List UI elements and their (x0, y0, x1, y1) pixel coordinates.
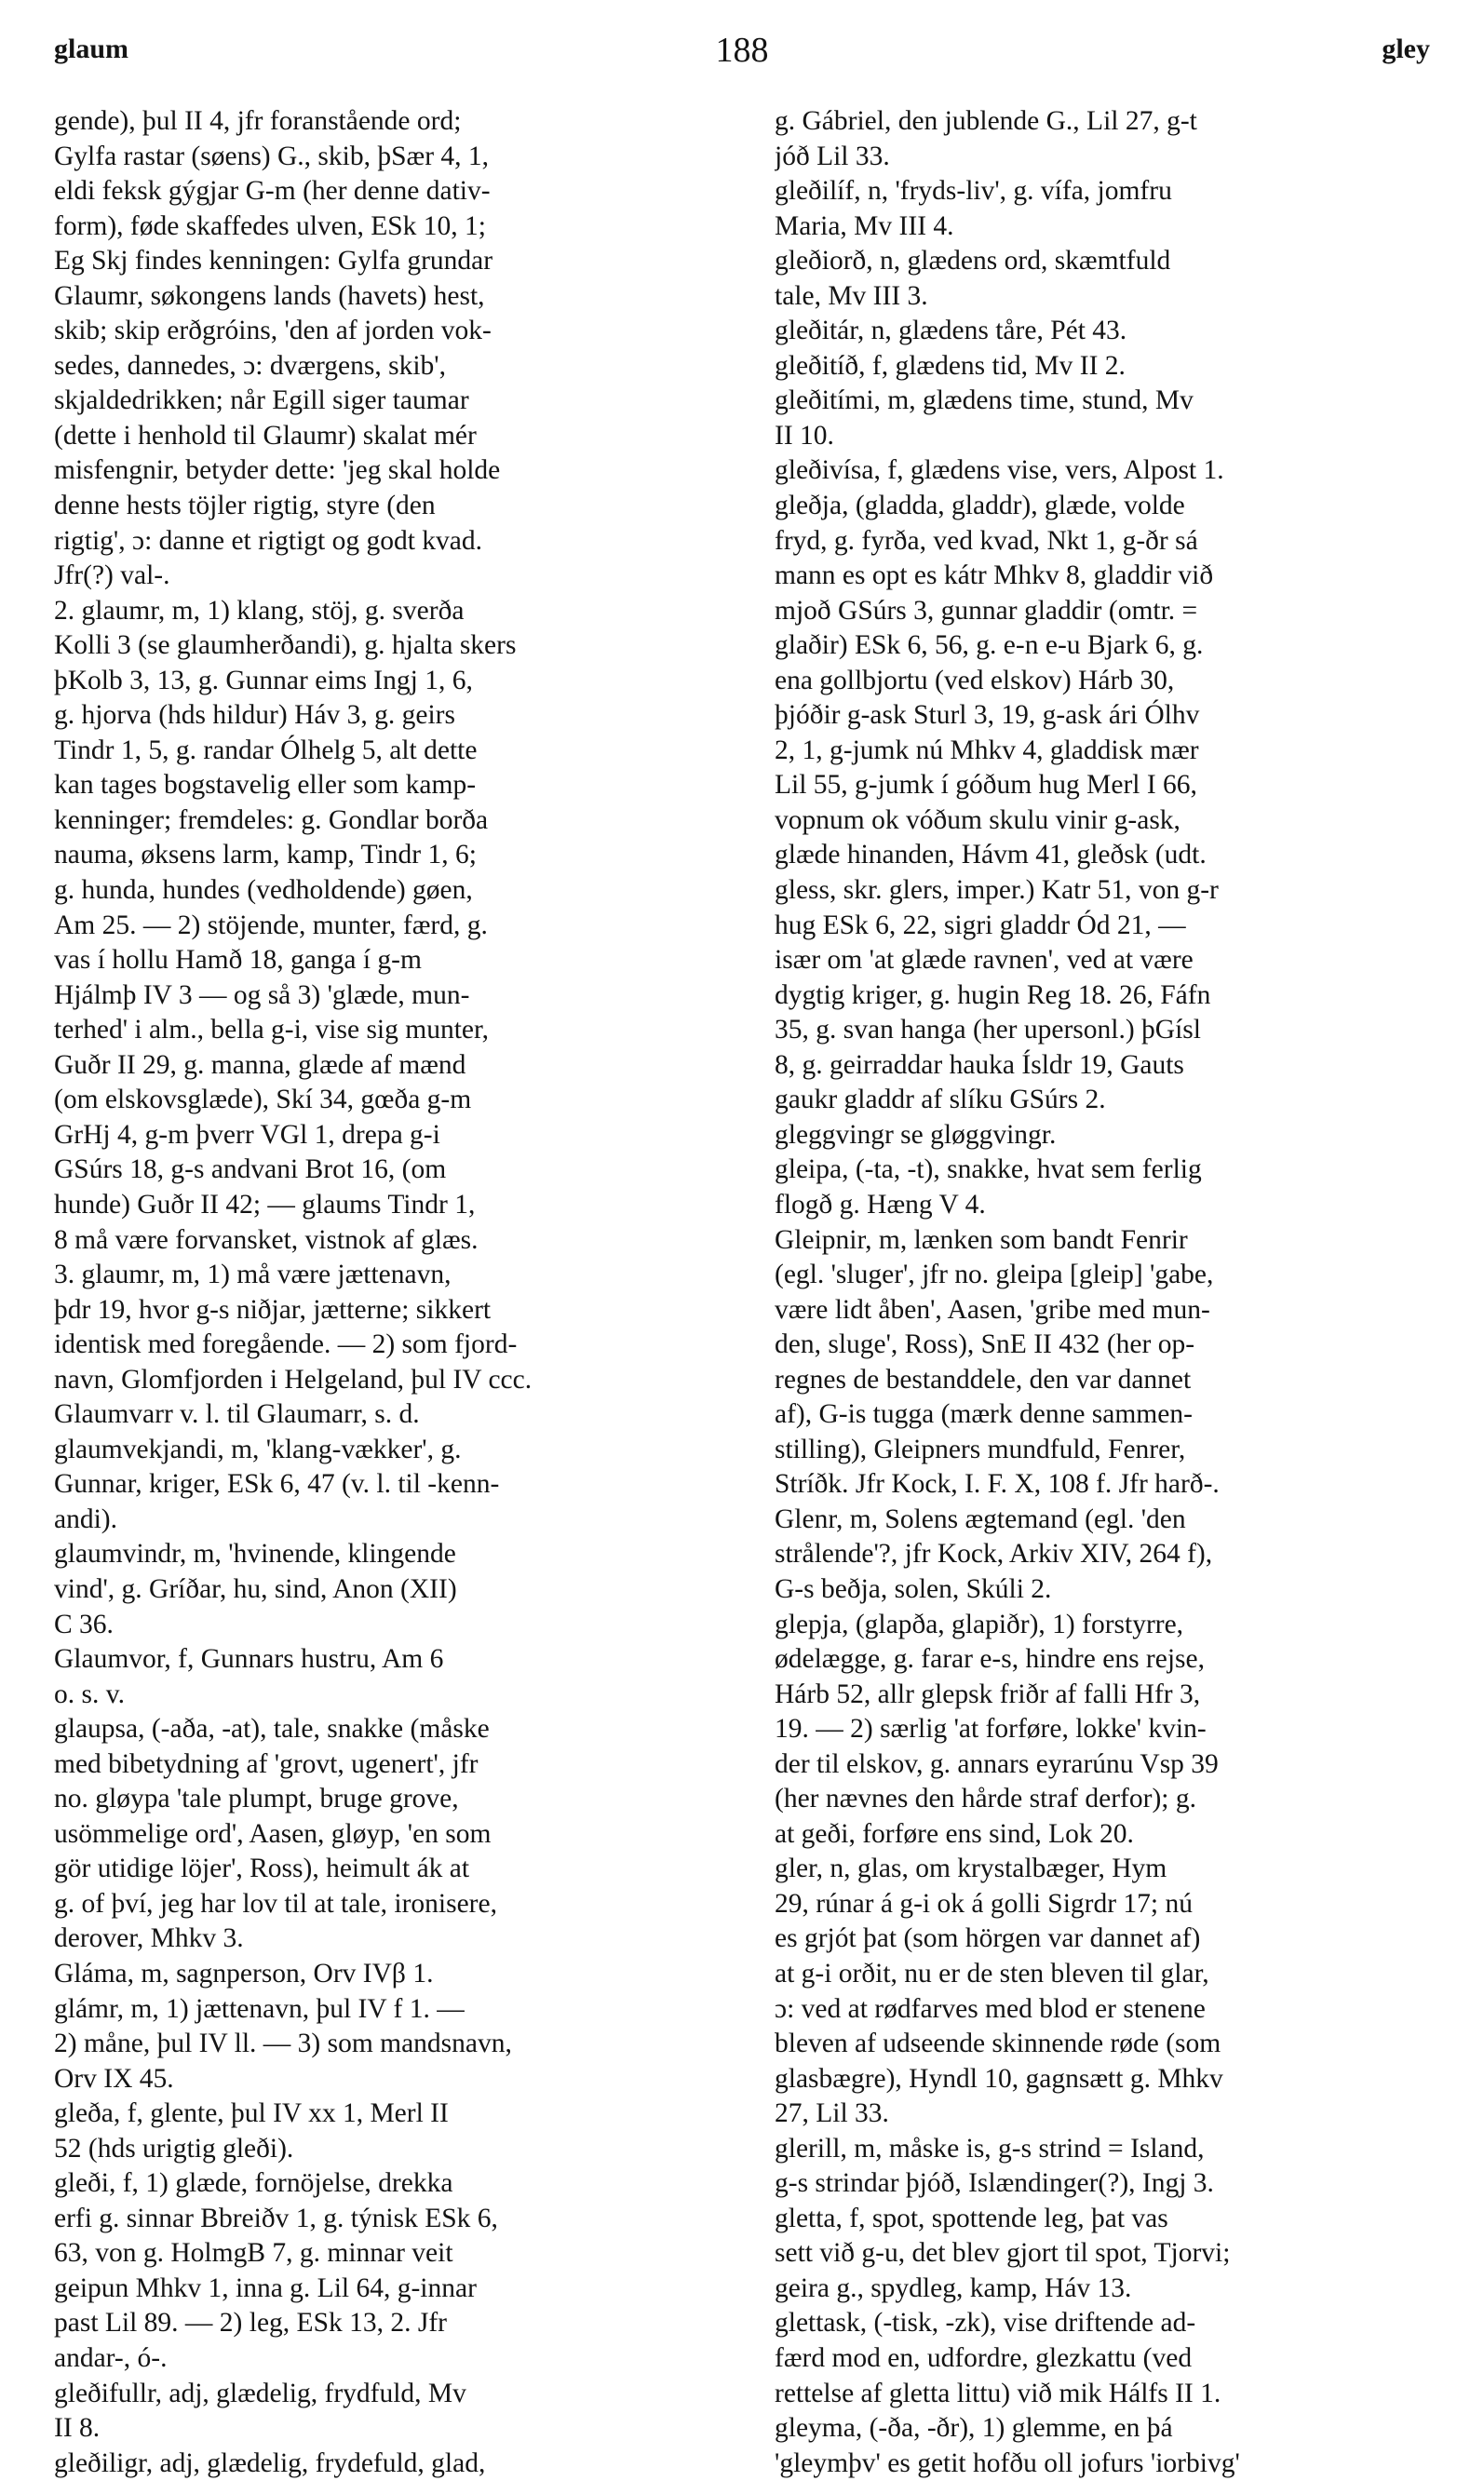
text-line: være lidt åben', Aasen, 'gribe med mun- (775, 1294, 1210, 1325)
text-line: andar-, ó-. (54, 2343, 168, 2373)
text-line: rigtig', ɔ: danne et rigtigt og godt kvad. (54, 525, 483, 556)
text-line: o. s. v. (54, 1679, 125, 1709)
text-line: flogð g. Hæng V 4. (775, 1189, 986, 1220)
text-line: C 36. (54, 1609, 114, 1639)
text-line: Jfr(?) val-. (54, 560, 170, 591)
text-line: þjóðir g-ask Sturl 3, 19, g-ask ári Ólhv (775, 700, 1200, 731)
text-line: gende), þul II 4, jfr foranstående ord; (54, 106, 462, 136)
text-line: bleven af udseende skinnende røde (som (775, 2029, 1221, 2059)
text-line: glaumvindr, m, 'hvinende, klingende (54, 1539, 456, 1570)
text-line: denne hests töjler rigtig, styre (den (54, 491, 436, 521)
text-line: hug ESk 6, 22, sigri gladdr Ód 21, — (775, 910, 1186, 940)
left-running-headword: glaum (54, 34, 129, 64)
text-line: Glaumvarr v. l. til Glaumarr, s. d. (54, 1399, 420, 1430)
text-line: 35, g. svan hanga (her upersonl.) þGísl (775, 1015, 1201, 1045)
text-line: glettask, (-tisk, -zk), vise driftende ad- (775, 2308, 1196, 2339)
text-line: 2) måne, þul IV ll. — 3) som mandsnavn, (54, 2029, 512, 2059)
text-line: gleðitíð, f, glædens tid, Mv II 2. (775, 350, 1126, 381)
text-line: gleði, f, 1) glæde, fornöjelse, drekka (54, 2168, 453, 2199)
text-line: gless, skr. glers, imper.) Katr 51, von g-r (775, 875, 1219, 906)
text-line: med bibetydning af 'grovt, ugenert', jfr (54, 1748, 479, 1779)
text-line: Gunnar, kriger, ESk 6, 47 (v. l. til -kenn- (54, 1469, 500, 1500)
text-line: 8, g. geirraddar hauka Ísldr 19, Gauts (775, 1049, 1184, 1080)
text-line: Tindr 1, 5, g. randar Ólhelg 5, alt dette (54, 735, 478, 765)
text-line: G-s beðja, solen, Skúli 2. (775, 1573, 1052, 1604)
text-line: gleðifullr, adj, glædelig, frydfuld, Mv (54, 2378, 466, 2408)
text-line: at g-i orðit, nu er de sten bleven til glar, (775, 1958, 1209, 1989)
text-line: II 8. (54, 2413, 101, 2444)
text-line: þdr 19, hvor g-s niðjar, jætterne; sikkert (54, 1294, 492, 1325)
text-line: gleðitár, n, glædens tåre, Pét 43. (775, 316, 1127, 346)
text-line: Maria, Mv III 4. (775, 210, 954, 241)
text-line: (egl. 'sluger', jfr no. gleipa [gleip] 'gabe, (775, 1260, 1214, 1290)
text-line: g. of því, jeg har lov til at tale, ironisere, (54, 1888, 497, 1919)
text-line: g. hunda, hundes (vedholdende) gøen, (54, 875, 473, 906)
text-line: dygtig kriger, g. hugin Reg 18. 26, Fáfn (775, 979, 1211, 1010)
text-line: gör utidige löjer', Ross), heimult ák at (54, 1854, 470, 1884)
text-line: tale, Mv III 3. (775, 280, 928, 311)
text-line: glæde hinanden, Hávm 41, gleðsk (udt. (775, 840, 1207, 870)
text-line: glámr, m, 1) jættenavn, þul IV f 1. — (54, 1993, 465, 2024)
text-line: gleyma, (-ða, -ðr), 1) glemme, en þá (775, 2413, 1173, 2444)
text-line: 27, Lil 33. (775, 2098, 889, 2129)
text-line: Hárb 52, allr glepsk friðr af falli Hfr 3, (775, 1679, 1201, 1709)
text-line: gleðiligr, adj, glædelig, frydefuld, glad, (54, 2447, 486, 2478)
text-line: andi). (54, 1503, 117, 1534)
text-line: Kolli 3 (se glaumherðandi), g. hjalta skers (54, 630, 517, 661)
text-line: es grjót þat (som hörgen var dannet af) (775, 1923, 1201, 1954)
text-line: skib; skip erðgróins, 'den af jorden vok- (54, 316, 492, 346)
text-line: (dette i henhold til Glaumr) skalat mér (54, 420, 477, 451)
text-line: Guðr II 29, g. manna, glæde af mænd (54, 1049, 466, 1080)
text-line: g. hjorva (hds hildur) Háv 3, g. geirs (54, 700, 455, 731)
text-line: den, sluge', Ross), SnE II 432 (her op- (775, 1329, 1195, 1360)
text-line: 8 må være forvansket, vistnok af glæs. (54, 1224, 479, 1255)
text-line: Am 25. — 2) stöjende, munter, færd, g. (54, 910, 488, 940)
text-line: Gylfa rastar (søens) G., skib, þSær 4, 1, (54, 141, 490, 171)
text-line: misfengnir, betyder dette: 'jeg skal holde (54, 455, 501, 486)
text-line: rettelse af gletta littu) við mik Hálfs II 1. (775, 2378, 1221, 2408)
text-line: glepja, (glapða, glapiðr), 1) forstyrre, (775, 1609, 1184, 1639)
text-line: at geði, forføre ens sind, Lok 20. (775, 1818, 1134, 1849)
text-line: erfi g. sinnar Bbreiðv 1, g. týnisk ESk 6, (54, 2203, 498, 2233)
text-line: gleggvingr se gløggvingr. (775, 1119, 1057, 1150)
text-line: form), føde skaffedes ulven, ESk 10, 1; (54, 210, 486, 241)
text-line: glasbægre), Hyndl 10, gagnsætt g. Mhkv (775, 2063, 1223, 2094)
text-line: gleða, f, glente, þul IV xx 1, Merl II (54, 2098, 449, 2129)
text-line: g-s strindar þjóð, Islændinger(?), Ingj 3. (775, 2168, 1214, 2199)
text-line: 19. — 2) særlig 'at forføre, lokke' kvin- (775, 1714, 1207, 1745)
running-header (54, 31, 1430, 89)
text-line: Orv IX 45. (54, 2063, 174, 2094)
text-line: glerill, m, måske is, g-s strind = Island, (775, 2133, 1205, 2164)
text-line: Gleipnir, m, lænken som bandt Fenrir (775, 1224, 1188, 1255)
text-line: terhed' i alm., bella g-i, vise sig munter, (54, 1015, 490, 1045)
right-text-column (775, 104, 1471, 2481)
left-text-column (54, 104, 750, 2481)
text-line: vas í hollu Hamð 18, ganga í g-m (54, 945, 422, 976)
text-line: past Lil 89. — 2) leg, ESk 13, 2. Jfr (54, 2308, 447, 2339)
text-line: mjoð GSúrs 3, gunnar gladdir (omtr. = (775, 595, 1198, 626)
text-line: Stríðk. Jfr Kock, I. F. X, 108 f. Jfr harð-. (775, 1469, 1220, 1500)
text-line: þKolb 3, 13, g. Gunnar eims Ingj 1, 6, (54, 665, 473, 695)
text-line: gleðivísa, f, glædens vise, vers, Alpost 1. (775, 455, 1224, 486)
text-line: gletta, f, spot, spottende leg, þat vas (775, 2203, 1168, 2233)
text-line: 'gleymþv' es getit hofðu oll jofurs 'iorbivg' (775, 2447, 1240, 2478)
text-line: Lil 55, g-jumk í góðum hug Merl I 66, (775, 770, 1197, 801)
text-line: gleðiorð, n, glædens ord, skæmtfuld (775, 246, 1171, 276)
text-line: navn, Glomfjorden i Helgeland, þul IV ccc. (54, 1364, 533, 1395)
text-line: sedes, dannedes, ɔ: dværgens, skib', (54, 350, 446, 381)
text-line: af), G-is tugga (mærk denne sammen- (775, 1399, 1193, 1430)
text-line: identisk med foregående. — 2) som fjord- (54, 1329, 518, 1360)
text-line: geira g., spydleg, kamp, Háv 13. (775, 2272, 1132, 2303)
text-line: sett við g-u, det blev gjort til spot, Tjorvi; (775, 2238, 1231, 2269)
text-line: glaumvekjandi, m, 'klang-vækker', g. (54, 1434, 462, 1464)
text-line: 29, rúnar á g-i ok á golli Sigrdr 17; nú (775, 1888, 1193, 1919)
right-running-headword: gley (1382, 34, 1430, 64)
text-line: regnes de bestanddele, den var dannet (775, 1364, 1192, 1395)
text-line: glaðir) ESk 6, 56, g. e-n e-u Bjark 6, g. (775, 630, 1204, 661)
text-line: nauma, øksens larm, kamp, Tindr 1, 6; (54, 840, 477, 870)
text-line: Glaumr, søkongens lands (havets) hest, (54, 280, 485, 311)
text-line: g. Gábriel, den jublende G., Lil 27, g-t (775, 106, 1197, 136)
text-line: ødelægge, g. farar e-s, hindre ens rejse, (775, 1644, 1205, 1675)
text-line: Eg Skj findes kenningen: Gylfa grundar (54, 246, 493, 276)
text-line: glaupsa, (-aða, -at), tale, snakke (måske (54, 1714, 490, 1745)
text-line: (om elskovsglæde), Skí 34, gœða g-m (54, 1085, 472, 1115)
text-line: 52 (hds urigtig gleði). (54, 2133, 294, 2164)
text-line: Glaumvor, f, Gunnars hustru, Am 6 (54, 1644, 444, 1675)
text-line: vopnum ok vóðum skulu vinir g-ask, (775, 804, 1180, 835)
text-line: mann es opt es kátr Mhkv 8, gladdir við (775, 560, 1214, 591)
text-line: især om 'at glæde ravnen', ved at være (775, 945, 1194, 976)
text-line: 63, von g. HolmgB 7, g. minnar veit (54, 2238, 453, 2269)
text-line: derover, Mhkv 3. (54, 1923, 244, 1954)
text-line: ena gollbjortu (ved elskov) Hárb 30, (775, 665, 1175, 695)
text-line: II 10. (775, 420, 834, 451)
text-line: 3. glaumr, m, 1) må være jættenavn, (54, 1260, 452, 1290)
text-line: geipun Mhkv 1, inna g. Lil 64, g-innar (54, 2272, 477, 2303)
text-line: no. gløypa 'tale plumpt, bruge grove, (54, 1784, 459, 1814)
text-line: strålende'?, jfr Kock, Arkiv XIV, 264 f), (775, 1539, 1213, 1570)
text-line: skjaldedrikken; når Egill siger taumar (54, 385, 469, 416)
text-line: GrHj 4, g-m þverr VGl 1, drepa g-i (54, 1119, 440, 1150)
text-line: gler, n, glas, om krystalbæger, Hym (775, 1854, 1167, 1884)
text-line: vind', g. Gríðar, hu, sind, Anon (XII) (54, 1573, 457, 1604)
text-line: usömmelige ord', Aasen, gløyp, 'en som (54, 1818, 492, 1849)
text-line: ɔ: ved at rødfarves med blod er stenene (775, 1993, 1206, 2024)
text-line: jóð Lil 33. (775, 141, 890, 171)
text-line: kenninger; fremdeles: g. Gondlar borða (54, 804, 489, 835)
text-line: 2. glaumr, m, 1) klang, stöj, g. sverða (54, 595, 465, 626)
text-line: der til elskov, g. annars eyrarúnu Vsp 39 (775, 1748, 1219, 1779)
text-line: hunde) Guðr II 42; — glaums Tindr 1, (54, 1189, 476, 1220)
text-line: gleðilíf, n, 'fryds-liv', g. vífa, jomfru (775, 176, 1172, 207)
text-line: (her nævnes den hårde straf derfor); g. (775, 1784, 1196, 1814)
text-line: fryd, g. fyrða, ved kvad, Nkt 1, g-ðr sá (775, 525, 1198, 556)
text-line: eldi feksk gýgjar G-m (her denne dativ- (54, 176, 491, 207)
page-number: 188 (715, 31, 769, 70)
text-line: færd mod en, udfordre, glezkattu (ved (775, 2343, 1193, 2373)
text-line: gaukr gladdr af slíku GSúrs 2. (775, 1085, 1106, 1115)
text-line: kan tages bogstavelig eller som kamp- (54, 770, 477, 801)
text-line: Gláma, m, sagnperson, Orv IVβ 1. (54, 1958, 434, 1989)
text-line: gleðja, (gladda, gladdr), glæde, volde (775, 491, 1185, 521)
text-line: Glenr, m, Solens ægtemand (egl. 'den (775, 1503, 1186, 1534)
text-line: gleipa, (-ta, -t), snakke, hvat sem ferlig (775, 1154, 1202, 1185)
text-line: GSúrs 18, g-s andvani Brot 16, (om (54, 1154, 447, 1185)
text-line: 2, 1, g-jumk nú Mhkv 4, gladdisk mær (775, 735, 1199, 765)
text-line: gleðitími, m, glædens time, stund, Mv (775, 385, 1194, 416)
text-line: Hjálmþ IV 3 — og så 3) 'glæde, mun- (54, 979, 470, 1010)
text-line: stilling), Gleipners mundfuld, Fenrer, (775, 1434, 1186, 1464)
